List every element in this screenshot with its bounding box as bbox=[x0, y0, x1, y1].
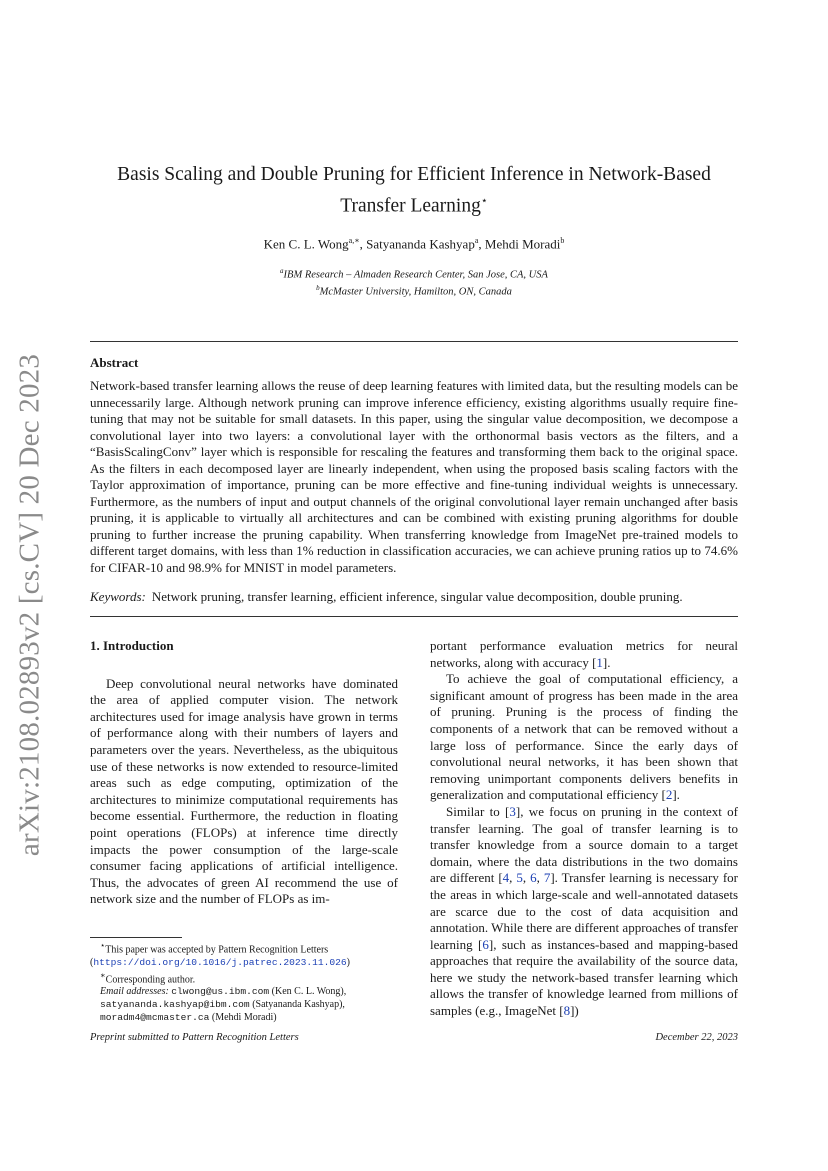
arxiv-stamp-text: arXiv:2108.02893v2 [cs.CV] 20 Dec 2023 bbox=[13, 353, 46, 857]
paper-title bbox=[90, 162, 738, 220]
email-1[interactable]: clwong@us.ibm.com bbox=[171, 986, 270, 998]
email-3[interactable]: moradm4@mcmaster.ca bbox=[100, 1011, 210, 1023]
citation-link[interactable]: 1 bbox=[596, 654, 603, 670]
title-line-1: Basis Scaling and Double Pruning for Efficient Inference in Network-Based bbox=[117, 164, 711, 185]
top-divider bbox=[90, 341, 738, 342]
arxiv-stamp bbox=[10, 353, 50, 857]
affiliation-line: $^a$IBM Research – Almaden Research Center, San Jose, CA, USA bbox=[280, 267, 548, 281]
affiliations bbox=[90, 265, 738, 298]
intro-paragraph: Deep convolutional neural networks have dominated the area of applied computer vision. The network architectures used for image analysis have grown in terms of performance along with their numbers of layers and parameters over the years. Nevertheless, as the ubiquitous use of these networks is now extended to resource-limited areas such as edge computing, optimization of the architectures to minimize computational requirements has become essential. Furthermore, the reduction in floating point operations (FLOPs) at inference time directly impacts the power consumption of the large-scale consumer facing applications of artificial intelligence. Thus, the advocates of green AI recommend the use of network size and the number of FLOPs as im- bbox=[90, 675, 398, 907]
title-footnote-mark: ⋆ bbox=[480, 195, 488, 207]
author-affiliation-mark: a,∗ bbox=[348, 236, 360, 245]
citation-link[interactable]: 5 bbox=[516, 870, 523, 886]
email-2[interactable]: satyananda.kashyap@ibm.com bbox=[100, 999, 250, 1011]
footnotes: ⋆This paper was accepted by Pattern Recognition Letters (https://doi.org/10.1016/j.patrec.2023.11.026) ∗Corresponding author. Email addresses: clwong@us.ibm.com (Ken C. L. Wong), satyananda.kashyap@ibm.com (Satyananda Kashyap), moradm4@mcmaster.ca (Mehdi Moradi) bbox=[90, 940, 410, 1024]
author-affiliation-mark: a bbox=[474, 236, 479, 245]
author-name: Ken C. L. Wong bbox=[263, 236, 349, 252]
citation-link[interactable]: 3 bbox=[509, 803, 516, 819]
citation-link[interactable]: 4 bbox=[502, 870, 510, 886]
footnote-corresponding: ∗Corresponding author. bbox=[100, 970, 196, 985]
author-name: Satyananda Kashyap bbox=[366, 236, 475, 252]
footnote-emails: Email addresses: clwong@us.ibm.com (Ken C. L. Wong), bbox=[100, 986, 347, 998]
affiliation-line: $^b$McMaster University, Hamilton, ON, Canada bbox=[316, 283, 512, 297]
abstract-text: Network-based transfer learning allows the reuse of deep learning features with limited data, but the resulting models can be unnecessarily large. Although network pruning can improve inference efficiency, existing algorithms usually require fine-tuning that may not be suitable for small datasets. In this paper, using the singular value decomposition, we decompose a convolutional layer into two layers: a convolutional layer with the orthonormal basis vectors as the filters, and a “BasisScalingConv” layer which is responsible for rescaling the features and transforming them back to the original space. As the filters in each decomposed layer are linearly independent, when using the proposed basis scaling factors with the Taylor approximation of importance, pruning can be more effective and fine-tuning individual weights is unnecessary. Furthermore, as the numbers of input and output channels of the original convolutional layer remain unchanged after basis pruning, it is applicable to virtually all architectures and can be combined with existing pruning algorithms for double pruning to further increase the pruning capability. When transferring knowledge from ImageNet pre-trained models to different target domains, with less than 1% reduction in classification accuracies, we can achieve pruning ratios up to 74.6% for CIFAR-10 and 98.9% for MNIST in model parameters. bbox=[90, 378, 738, 575]
citation-link[interactable]: 7 bbox=[543, 870, 551, 886]
author-name: Mehdi Moradi bbox=[484, 236, 561, 252]
footnote-acceptance: ⋆This paper was accepted by Pattern Recognition Letters (https://doi.org/10.1016/j.patrec.2023.11.026) bbox=[90, 941, 351, 968]
author-list: Ken C. L. Wong$^{a,∗}$, Satyananda Kashyap$^a$, Mehdi Moradi$^b$ bbox=[263, 236, 565, 252]
footnote-divider bbox=[90, 937, 182, 938]
author-affiliation-mark: b bbox=[560, 236, 565, 245]
intro-paragraph: Similar to [3], we focus on pruning in the context of transfer learning. The goal of transfer learning is to transfer knowledge from a source domain to a target domain, where the data distributions in the two domains are different [4, 5, 6, 7]. Transfer learning is necessary for the areas in which large-scale and well-annotated datasets are scarce due to the cost of data acquisition and annotation. While there are different approaches of transfer learning [6], such as instances-based and mapping-based approaches that require the availability of the source data, here we study the network-based transfer learning which allows the transfer of knowledge learned from millions of samples (e.g., ImageNet [8]) bbox=[430, 803, 739, 1019]
abstract-heading: Abstract bbox=[90, 355, 139, 370]
right-column bbox=[430, 638, 738, 1020]
left-column bbox=[90, 638, 398, 908]
footer-journal: Preprint submitted to Pattern Recognition Letters bbox=[90, 1032, 299, 1043]
keywords-text: Network pruning, transfer learning, efficient inference, singular value decomposition, double pruning. bbox=[151, 589, 683, 604]
citation-link[interactable]: 6 bbox=[530, 870, 537, 886]
intro-paragraph: portant performance evaluation metrics for neural networks, along with accuracy [1]. bbox=[430, 638, 738, 670]
citation-link[interactable]: 2 bbox=[665, 787, 673, 803]
intro-paragraph: To achieve the goal of computational efficiency, a significant amount of progress has been made in the area of pruning. Pruning is the process of finding the components of a network that can be removed without a large loss of performance. Since the early days of convolutional neural networks, it has been shown that removing unimportant components delivers benefits in generalization and computational efficiency [2]. bbox=[430, 671, 738, 803]
citation-link[interactable]: 6 bbox=[482, 936, 489, 952]
keywords bbox=[90, 589, 738, 605]
footer-date: December 22, 2023 bbox=[655, 1032, 738, 1043]
doi-link[interactable]: https://doi.org/10.1016/j.patrec.2023.11.026 bbox=[93, 956, 347, 968]
abstract-bottom-divider bbox=[90, 616, 738, 617]
section-heading: 1. Introduction bbox=[90, 638, 174, 653]
citation-link[interactable]: 8 bbox=[563, 1003, 571, 1019]
keywords-label: Keywords: bbox=[90, 589, 146, 604]
title-line-2: Transfer Learning bbox=[340, 195, 481, 217]
